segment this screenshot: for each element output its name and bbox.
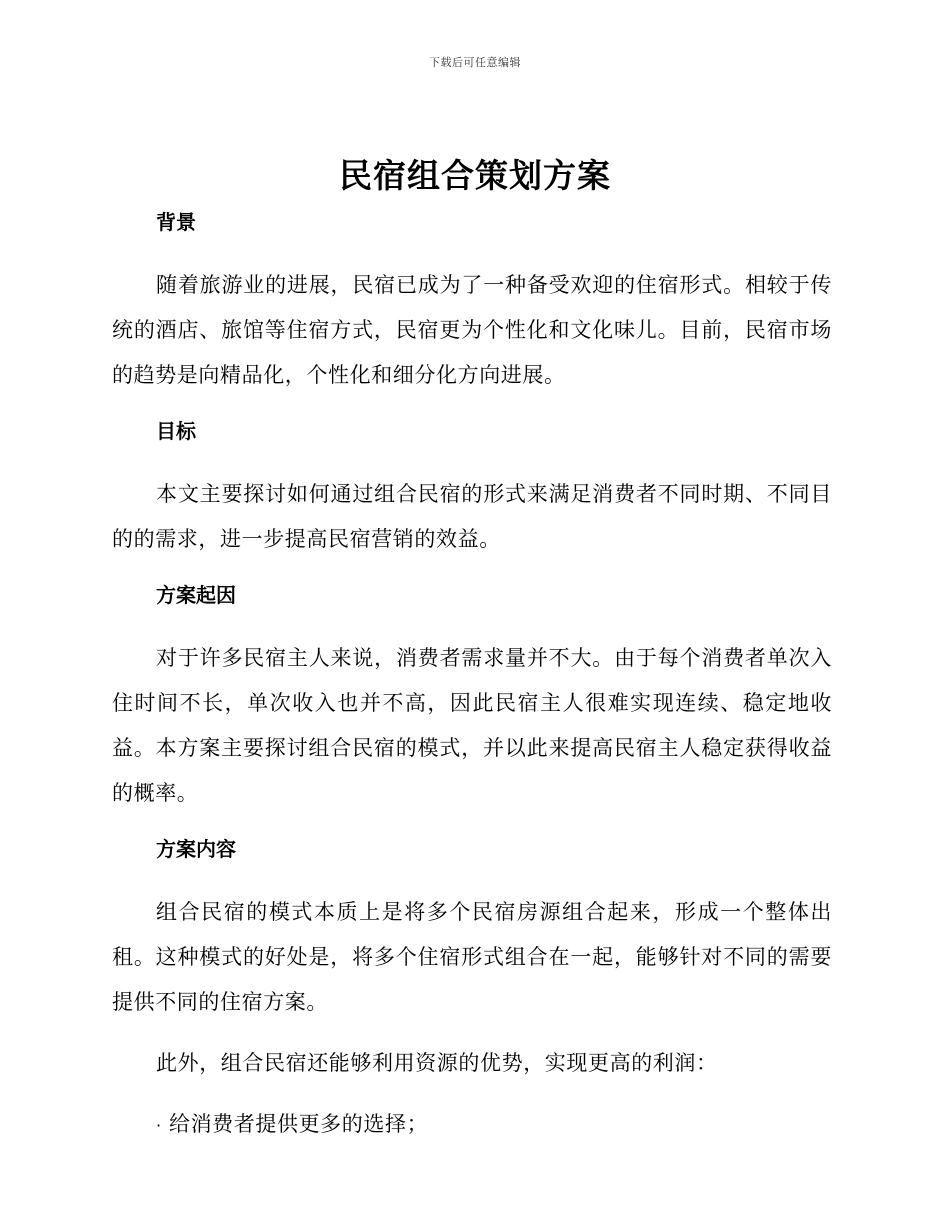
header-note: 下载后可任意编辑: [429, 56, 521, 69]
paragraph: 随着旅游业的进展，民宿已成为了一种备受欢迎的住宿形式。相较于传统的酒店、旅馆等住宿方式，民宿更为个性化和文化味儿。目前，民宿市场的趋势是向精品化，个性化和细分化方向进展。: [112, 273, 832, 387]
section-content: [112, 832, 832, 1148]
section-goal: [112, 414, 832, 562]
bullet-text: 给消费者提供更多的选择；: [168, 1112, 429, 1136]
paragraph: 对于许多民宿主人来说，消费者需求量并不大。由于每个消费者单次入住时间不长，单次收入也并不高，因此民宿主人很难实现连续、稳定地收益。本方案主要探讨组合民宿的模式，并以此来提高民宿主人稳定获得收益的概率。: [112, 646, 832, 805]
section-heading: 目标: [156, 419, 196, 443]
section-origin: [112, 578, 832, 816]
paragraph: 此外，组合民宿还能够利用资源的优势，实现更高的利润：: [156, 1051, 718, 1075]
paragraph: 本文主要探讨如何通过组合民宿的形式来满足消费者不同时期、不同目的的需求，进一步提高民宿营销的效益。: [112, 482, 832, 551]
section-background: [112, 205, 832, 398]
section-heading: 方案内容: [156, 837, 236, 861]
bullet-dot-icon: ·: [156, 1116, 162, 1135]
section-heading: 方案起因: [156, 583, 236, 607]
section-heading: 背景: [156, 210, 196, 234]
document-body: [112, 205, 832, 1148]
paragraph: 组合民宿的模式本质上是将多个民宿房源组合起来，形成一个整体出租。这种模式的好处是，将多个住宿形式组合在一起，能够针对不同的需要提供不同的住宿方案。: [112, 900, 832, 1014]
bullet-item: [112, 1102, 832, 1148]
document-title: 民宿组合策划方案: [339, 156, 611, 195]
